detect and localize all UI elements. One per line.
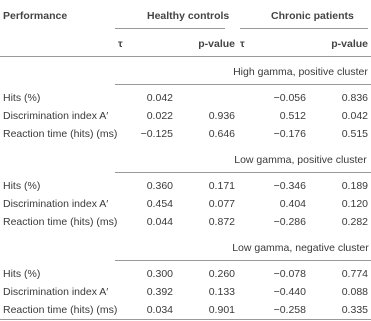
row-label: Reaction time (hits) (ms) — [3, 304, 118, 316]
tau-value-group1: 0.360 — [146, 180, 173, 192]
row-label: Hits (%) — [3, 180, 41, 192]
p-value-group1: 0.077 — [208, 198, 235, 210]
tau-value-group1: 0.034 — [146, 304, 173, 316]
tau-value-group2: 0.404 — [279, 198, 306, 210]
p-value-group2: 0.120 — [341, 198, 368, 210]
row-label: Hits (%) — [3, 92, 41, 104]
p-value-group1: 0.260 — [208, 268, 235, 280]
section-rule — [115, 84, 371, 85]
tau-value-group2: −0.176 — [273, 128, 306, 140]
section-rule — [115, 260, 371, 261]
chronic-patients-header: Chronic patients — [271, 10, 354, 22]
table-row — [0, 215, 371, 229]
tau-value-group2: −0.078 — [273, 268, 306, 280]
table-row — [0, 91, 371, 105]
section-title-row — [0, 65, 371, 79]
tau-value-group2: 0.512 — [279, 110, 306, 122]
row-label: Hits (%) — [3, 268, 41, 280]
p-value-group2: 0.189 — [341, 180, 368, 192]
p-value-group1: 0.936 — [208, 110, 235, 122]
p-value-group2: 0.088 — [341, 286, 368, 298]
p-value-group2: 0.836 — [341, 92, 368, 104]
tau-value-group1: 0.454 — [146, 198, 173, 210]
bottom-rule — [0, 319, 371, 320]
section-title-row — [0, 241, 371, 255]
performance-header: Performance — [3, 10, 68, 22]
tau-value-group2: −0.056 — [273, 92, 306, 104]
table-row — [0, 127, 371, 141]
tau-value-group1: 0.300 — [146, 268, 173, 280]
p-value-group2: 0.042 — [341, 110, 368, 122]
group2-underline — [240, 28, 368, 29]
p-value-group1: 0.646 — [208, 128, 235, 140]
tau-header-group1: τ — [118, 38, 123, 50]
tau-value-group1: 0.042 — [146, 92, 173, 104]
section-title: Low gamma, negative cluster — [232, 242, 369, 254]
pvalue-header-group2: p-value — [331, 38, 368, 50]
section-title: Low gamma, positive cluster — [234, 154, 367, 166]
tau-header-group2: τ — [240, 38, 245, 50]
row-label: Discrimination index A′ — [3, 110, 109, 122]
row-label: Reaction time (hits) (ms) — [3, 128, 118, 140]
p-value-group1: 0.901 — [208, 304, 235, 316]
section-title-row — [0, 153, 371, 167]
header-rule — [0, 56, 371, 57]
table-row — [0, 197, 371, 211]
table-subheader-row — [0, 37, 371, 51]
section-rule — [115, 172, 371, 173]
table-row — [0, 179, 371, 193]
row-label: Discrimination index A′ — [3, 286, 109, 298]
tau-value-group1: 0.022 — [146, 110, 173, 122]
tau-value-group2: −0.346 — [273, 180, 306, 192]
p-value-group1: 0.872 — [208, 216, 235, 228]
group1-underline — [115, 28, 225, 29]
row-label: Discrimination index A′ — [3, 198, 109, 210]
tau-value-group1: −0.125 — [140, 128, 173, 140]
tau-value-group2: −0.258 — [273, 304, 306, 316]
row-label: Reaction time (hits) (ms) — [3, 216, 118, 228]
p-value-group2: 0.774 — [341, 268, 368, 280]
healthy-controls-header: Healthy controls — [147, 10, 230, 22]
p-value-group1: 0.171 — [208, 180, 235, 192]
tau-value-group2: −0.440 — [273, 286, 306, 298]
table-header-row — [0, 9, 371, 23]
section-title: High gamma, positive cluster — [233, 66, 368, 78]
tau-value-group2: −0.286 — [273, 216, 306, 228]
tau-value-group1: 0.044 — [146, 216, 173, 228]
p-value-group2: 0.282 — [341, 216, 368, 228]
table-row — [0, 285, 371, 299]
table-row — [0, 109, 371, 123]
pvalue-header-group1: p-value — [198, 38, 235, 50]
p-value-group2: 0.335 — [341, 304, 368, 316]
table-row — [0, 303, 371, 317]
table-row — [0, 267, 371, 281]
tau-value-group1: 0.392 — [146, 286, 173, 298]
p-value-group2: 0.515 — [341, 128, 368, 140]
p-value-group1: 0.133 — [208, 286, 235, 298]
